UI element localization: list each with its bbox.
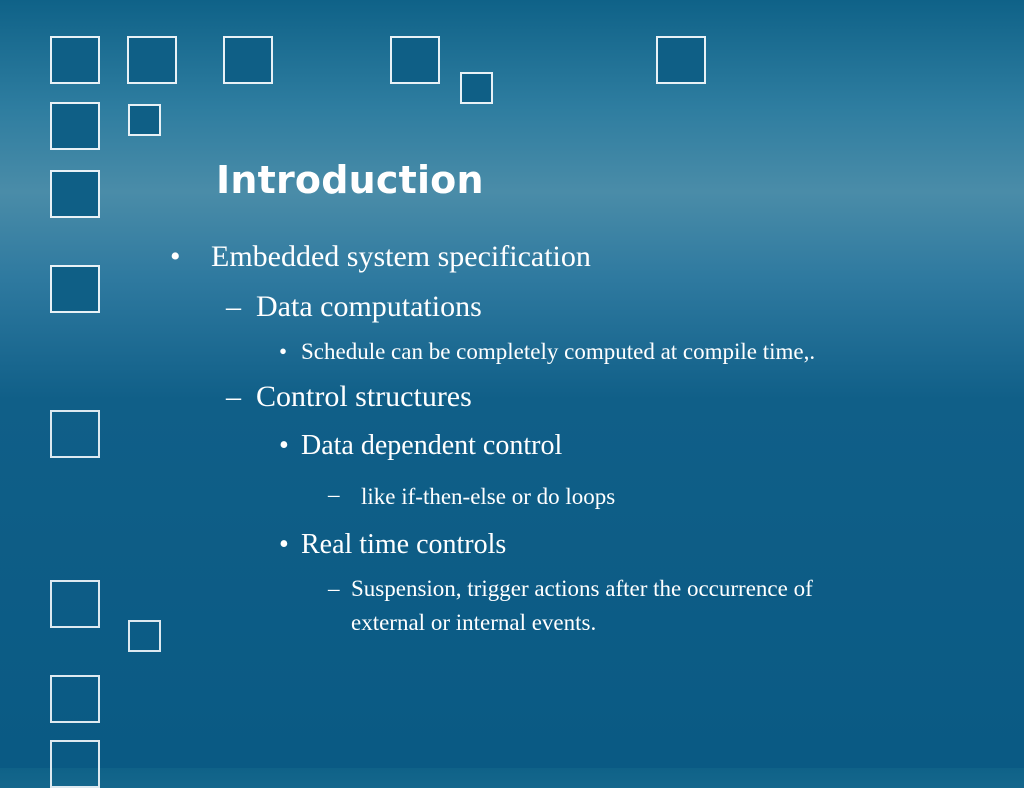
deco-square bbox=[50, 580, 100, 628]
deco-square bbox=[50, 36, 100, 84]
deco-square bbox=[460, 72, 493, 104]
deco-square bbox=[50, 740, 100, 788]
deco-square bbox=[50, 410, 100, 458]
deco-square bbox=[50, 675, 100, 723]
dash-marker: – bbox=[328, 482, 340, 507]
deco-square bbox=[127, 36, 177, 84]
bullet-real-time-controls: Real time controls bbox=[301, 529, 507, 560]
dash-marker: – bbox=[226, 380, 241, 413]
bullet-marker: • bbox=[279, 430, 289, 461]
dash-marker: – bbox=[226, 290, 241, 323]
deco-square bbox=[656, 36, 706, 84]
deco-square bbox=[128, 620, 161, 652]
deco-square bbox=[223, 36, 273, 84]
bullet-marker: • bbox=[279, 339, 288, 364]
bullet-suspension-line2: external or internal events. bbox=[351, 610, 597, 635]
deco-square bbox=[50, 170, 100, 218]
deco-square bbox=[128, 104, 161, 136]
bullet-suspension-line1: Suspension, trigger actions after the occurrence of bbox=[351, 576, 813, 601]
bullet-marker: • bbox=[279, 529, 289, 560]
bullet-data-dependent-control: Data dependent control bbox=[301, 430, 563, 461]
slide-title: Introduction bbox=[216, 158, 484, 202]
deco-square bbox=[50, 265, 100, 313]
bullet-schedule: Schedule can be completely computed at compile time,. bbox=[301, 339, 816, 364]
deco-square bbox=[50, 102, 100, 150]
bullet-data-computations: Data computations bbox=[256, 290, 482, 323]
bullet-control-structures: Control structures bbox=[256, 380, 472, 413]
bullet-marker: • bbox=[170, 240, 181, 273]
bullet-if-then-else: like if-then-else or do loops bbox=[361, 484, 616, 509]
bullet-embedded-system-spec: Embedded system specification bbox=[211, 240, 591, 273]
dash-marker: – bbox=[328, 576, 340, 601]
deco-square bbox=[390, 36, 440, 84]
